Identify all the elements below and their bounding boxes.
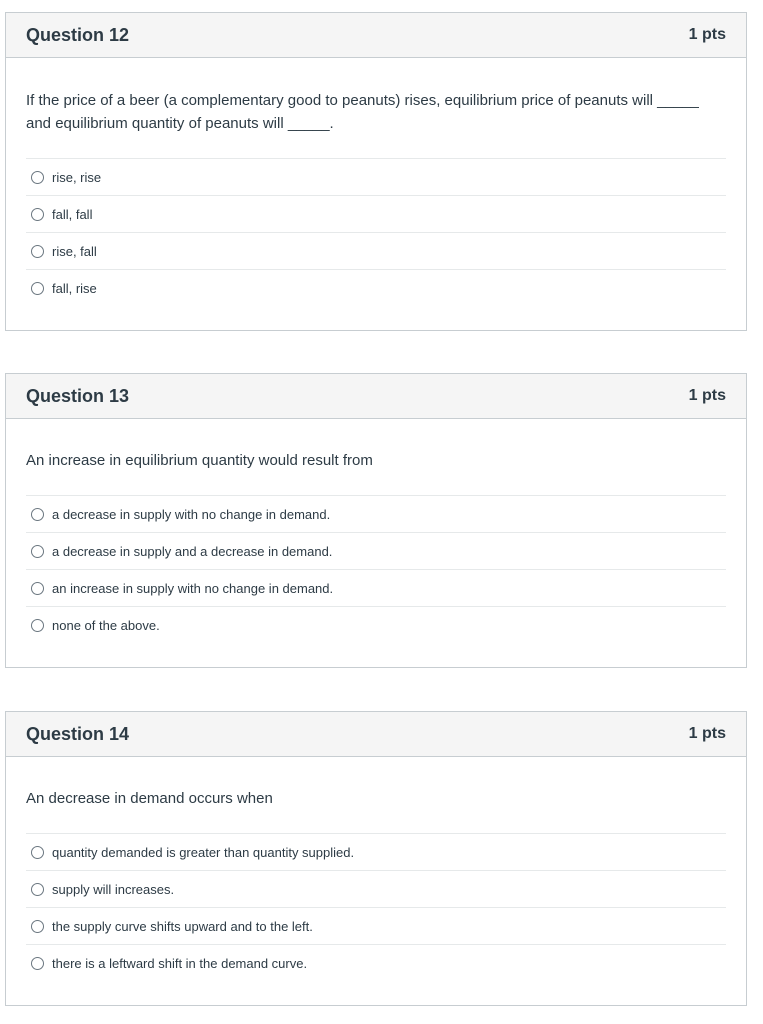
answer-label: supply will increases. [52, 881, 175, 897]
answer-option[interactable] [26, 907, 726, 944]
answer-label: an increase in supply with no change in demand. [52, 580, 334, 596]
answer-list [26, 158, 726, 306]
answer-list [26, 833, 726, 981]
answer-label: the supply curve shifts upward and to the left. [52, 918, 313, 934]
answer-option[interactable] [26, 870, 726, 907]
question-body [6, 419, 746, 643]
answer-label: there is a leftward shift in the demand curve. [52, 955, 308, 971]
radio-button[interactable] [31, 619, 44, 632]
question-body [6, 58, 746, 306]
question-text [26, 419, 726, 495]
radio-button[interactable] [31, 508, 44, 521]
answer-label: fall, rise [52, 280, 97, 296]
question-title: Question 12 [26, 24, 130, 45]
radio-button[interactable] [31, 957, 44, 970]
radio-button[interactable] [31, 208, 44, 221]
answer-option[interactable] [26, 569, 726, 606]
answer-label: fall, fall [52, 206, 93, 222]
question-text-line: If the price of a beer (a complementary good to peanuts) rises, equilibrium price of peanuts will _____ [26, 92, 699, 109]
radio-button[interactable] [31, 545, 44, 558]
radio-button[interactable] [31, 920, 44, 933]
question-title: Question 14 [26, 723, 130, 744]
question-text-line: An increase in equilibrium quantity would result from [26, 452, 373, 469]
answer-label: a decrease in supply and a decrease in demand. [52, 543, 333, 559]
question-points: 1 pts [688, 26, 726, 43]
radio-button[interactable] [31, 245, 44, 258]
answer-option[interactable] [26, 232, 726, 269]
answer-option[interactable] [26, 606, 726, 643]
question-text [26, 58, 726, 158]
radio-button[interactable] [31, 883, 44, 896]
question-body [6, 757, 746, 981]
answer-option[interactable] [26, 833, 726, 870]
answer-label: a decrease in supply with no change in demand. [52, 506, 331, 522]
radio-button[interactable] [31, 846, 44, 859]
radio-button[interactable] [31, 582, 44, 595]
question-header [6, 374, 746, 419]
question-header [6, 13, 746, 58]
answer-list [26, 495, 726, 643]
question-13 [5, 373, 747, 668]
question-title: Question 13 [26, 385, 130, 406]
answer-label: none of the above. [52, 617, 160, 633]
answer-option[interactable] [26, 532, 726, 569]
question-text-line: and equilibrium quantity of peanuts will _____. [26, 115, 334, 132]
answer-option[interactable] [26, 944, 726, 981]
answer-option[interactable] [26, 269, 726, 306]
question-text-line: An decrease in demand occurs when [26, 790, 273, 807]
question-points: 1 pts [688, 387, 726, 404]
question-header [6, 712, 746, 757]
question-14 [5, 711, 747, 1006]
question-12 [5, 12, 747, 331]
radio-button[interactable] [31, 171, 44, 184]
answer-label: rise, rise [52, 169, 102, 185]
answer-option[interactable] [26, 495, 726, 532]
radio-button[interactable] [31, 282, 44, 295]
answer-option[interactable] [26, 158, 726, 195]
answer-label: quantity demanded is greater than quantity supplied. [52, 844, 355, 860]
answer-label: rise, fall [52, 243, 97, 259]
answer-option[interactable] [26, 195, 726, 232]
question-points: 1 pts [688, 725, 726, 742]
question-text [26, 757, 726, 833]
